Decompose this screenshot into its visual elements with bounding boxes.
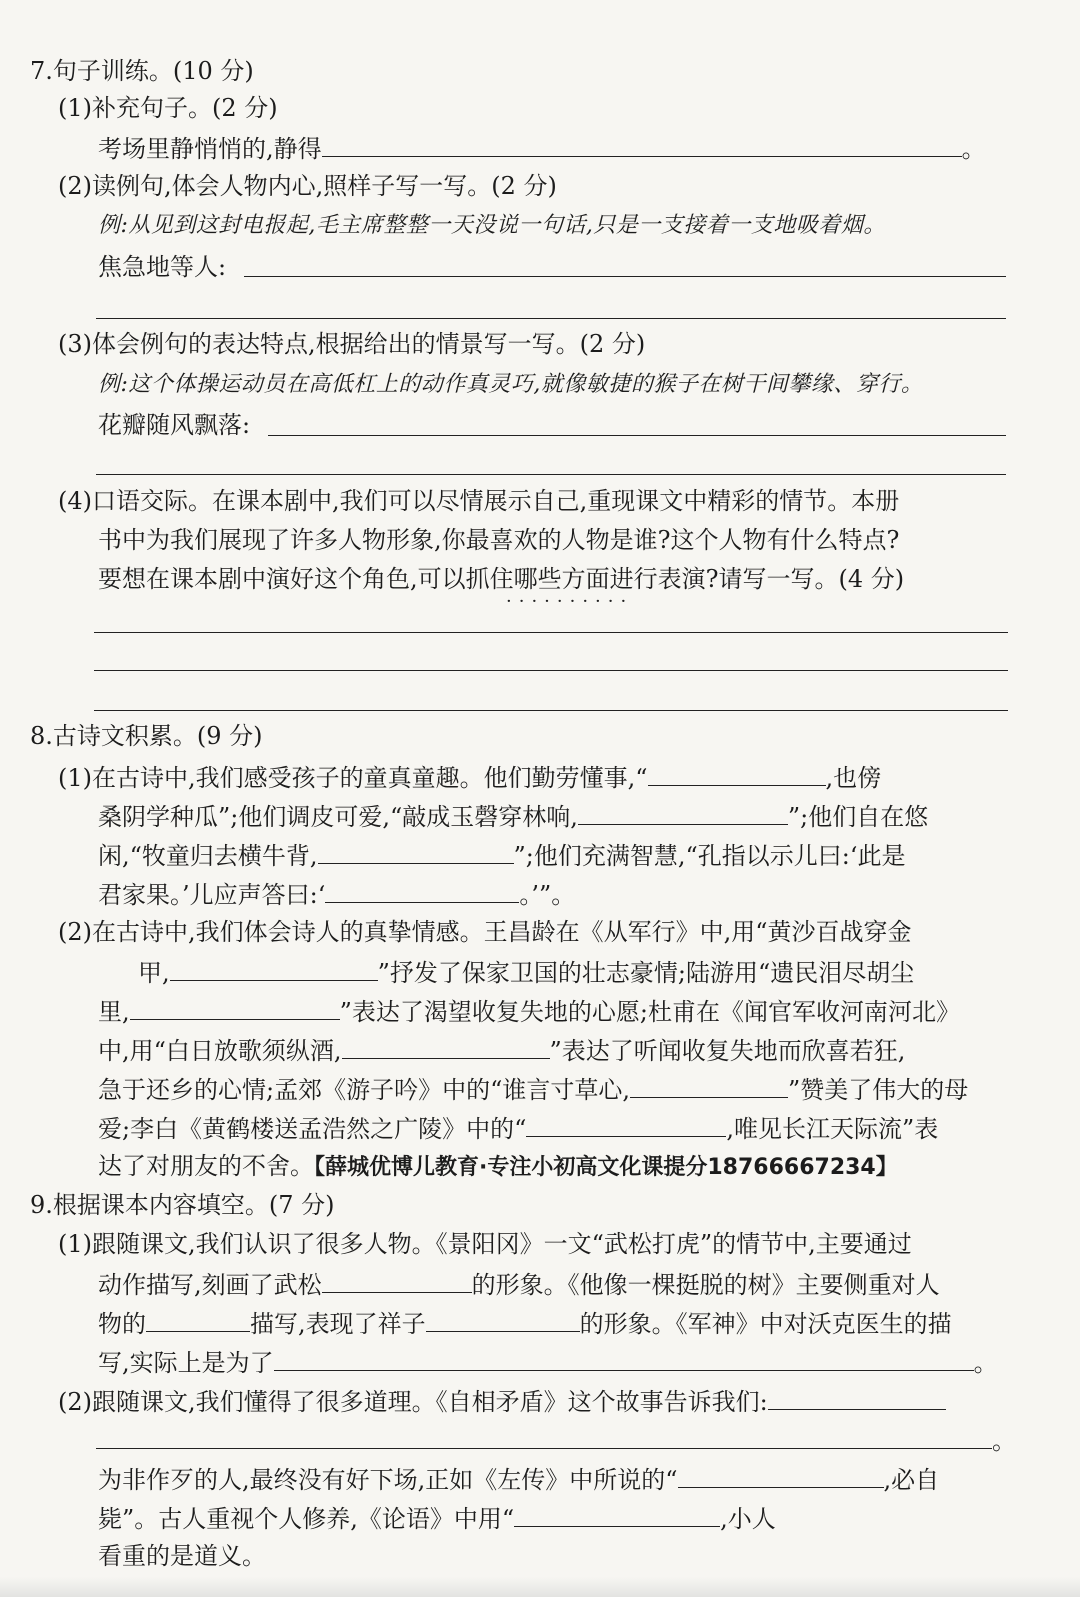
q9-2-blank-3[interactable]	[678, 1463, 884, 1488]
q9-2-line-3	[98, 1463, 939, 1493]
q7-4-line-2: 书中为我们展现了许多人物形象,你最喜欢的人物是谁?这个人物有什么特点?	[98, 526, 900, 554]
q8-2-blank-5[interactable]	[526, 1112, 726, 1137]
q9-2-text: (2)跟随课文,我们懂得了很多道理。《自相矛盾》这个故事告诉我们:	[58, 1388, 768, 1416]
q8-1-text: (1)在古诗中,我们感受孩子的童真童趣。他们勤劳懂事,“	[58, 764, 648, 792]
q7-2-example: 例:从见到这封电报起,毛主席整整一天没说一句话,只是一支接着一支地吸着烟。	[98, 213, 886, 238]
q8-1-text: 。’”。	[519, 881, 576, 909]
q8-2-line-5	[98, 1073, 968, 1103]
q7-3-answer-line-2[interactable]	[96, 474, 1006, 475]
q8-2-blank-1[interactable]	[170, 956, 378, 981]
q8-2-text: ”赞美了伟大的母	[787, 1076, 969, 1104]
q8-2-blank-4[interactable]	[630, 1073, 788, 1098]
q8-2-text: 达了对朋友的不舍。	[98, 1152, 314, 1180]
q9-2-line-4	[98, 1502, 776, 1532]
q8-1-line-1	[58, 761, 881, 791]
emphasis-dots: ··········	[506, 591, 634, 612]
q9-2-line-2	[96, 1424, 1016, 1454]
q8-2-blank-2[interactable]	[130, 995, 340, 1020]
q8-2-line-3	[98, 995, 960, 1025]
q7-4-line-3: 要想在课本剧中演好这个角色,可以抓住哪些方面进行表演?请写一写。(4 分)	[98, 565, 905, 593]
q9-2-text: 为非作歹的人,最终没有好下场,正如《左传》中所说的“	[98, 1466, 678, 1494]
q7-2-prompt: 焦急地等人:	[98, 253, 227, 281]
q9-1-text: 动作描写,刻画了武松	[98, 1271, 322, 1299]
q9-1-line-3	[98, 1307, 952, 1337]
q7-1-end: 。	[961, 135, 986, 163]
q8-1-blank-4[interactable]	[325, 878, 519, 903]
q9-1-text: 的形象。《他像一棵挺脱的树》主要侧重对人	[471, 1271, 940, 1299]
q9-2-text: ,小人	[720, 1505, 776, 1533]
q8-2-text: 急于还乡的心情;孟郊《游子吟》中的“谁言寸草心,	[98, 1076, 630, 1104]
q8-2-text: 甲,	[138, 959, 170, 987]
q8-2-line-4	[98, 1034, 905, 1064]
q9-1-line-4	[98, 1346, 998, 1376]
q8-1-line-2	[98, 800, 928, 830]
q7-4-answer-line-1[interactable]	[94, 632, 1008, 633]
q7-4-line-1: (4)口语交际。在课本剧中,我们可以尽情展示自己,重现课文中精彩的情节。本册	[58, 487, 900, 515]
q9-2-text: ,必自	[883, 1466, 940, 1494]
q9-2-text: 。	[992, 1427, 1016, 1455]
q8-1-line-4	[98, 878, 575, 908]
q8-2-line-2	[138, 956, 914, 986]
q8-2-blank-3[interactable]	[342, 1034, 550, 1059]
q7-1-blank[interactable]	[322, 132, 962, 157]
q9-2-text: 毙”。古人重视个人修养,《论语》中用“	[98, 1505, 515, 1533]
q8-2-line-1: (2)在古诗中,我们体会诗人的真挚情感。王昌龄在《从军行》中,用“黄沙百战穿金	[58, 918, 912, 946]
q7-4-answer-line-2[interactable]	[94, 670, 1008, 671]
q8-1-text: 闲,“牧童归去横牛背,	[98, 842, 318, 870]
q8-2-line-7	[98, 1151, 898, 1181]
q8-1-text: ,也傍	[825, 764, 882, 792]
q9-1-blank-3[interactable]	[426, 1307, 580, 1332]
q8-1-line-3	[98, 839, 906, 869]
q8-2-text: ”抒发了保家卫国的壮志豪情;陆游用“遗民泪尽胡尘	[377, 959, 915, 987]
q9-1-text: 。	[973, 1349, 998, 1377]
q8-1-blank-2[interactable]	[578, 800, 788, 825]
q7-3-prompt: 花瓣随风飘落:	[98, 411, 251, 439]
q7-title: 7.句子训练。(10 分)	[30, 57, 254, 85]
q9-1-line-2	[98, 1268, 940, 1298]
q8-1-text: ”;他们充满智慧,“孔指以示儿曰:‘此是	[513, 842, 906, 870]
q9-1-text: 描写,表现了祥子	[250, 1310, 426, 1338]
q7-3-example: 例:这个体操运动员在高低杠上的动作真灵巧,就像敏捷的猴子在树干间攀缘、穿行。	[98, 372, 924, 397]
q8-2-text: 爱;李白《黄鹤楼送孟浩然之广陵》中的“	[98, 1115, 527, 1143]
q7-4-answer-line-3[interactable]	[94, 710, 1008, 711]
q7-2-answer-line-2[interactable]	[96, 318, 1006, 319]
q8-2-text: 中,用“白日放歌须纵酒,	[98, 1037, 342, 1065]
q9-1-blank-2[interactable]	[146, 1307, 250, 1332]
q7-1-prompt: 考场里静悄悄的,静得	[98, 135, 322, 163]
q9-2-blank-1[interactable]	[768, 1385, 946, 1410]
q9-1-blank-4[interactable]	[274, 1346, 974, 1371]
q8-1-text: 君家果。’儿应声答曰:‘	[98, 881, 326, 909]
q8-2-text: ”表达了听闻收复失地而欣喜若狂,	[549, 1037, 906, 1065]
q7-1-label: (1)补充句子。(2 分)	[58, 94, 278, 122]
q8-1-text: ”;他们自在悠	[787, 803, 929, 831]
q8-title: 8.古诗文积累。(9 分)	[30, 722, 263, 750]
publisher-notice: 【薛城优博儿教育·专注小初高文化课提分18766667234】	[314, 1155, 898, 1180]
q9-2-line-5: 看重的是道义。	[98, 1542, 266, 1570]
page-bottom-edge	[0, 1577, 1080, 1597]
q9-1-blank-1[interactable]	[322, 1268, 472, 1293]
q7-1-prompt-line	[98, 132, 986, 162]
q9-2-blank-4[interactable]	[514, 1502, 720, 1527]
q9-1-text: 物的	[98, 1310, 146, 1338]
q7-3-label: (3)体会例句的表达特点,根据给出的情景写一写。(2 分)	[58, 330, 646, 358]
q9-1-line-1: (1)跟随课文,我们认识了很多人物。《景阳冈》一文“武松打虎”的情节中,主要通过	[58, 1230, 912, 1258]
q8-2-line-6	[98, 1112, 938, 1142]
q9-2-blank-2[interactable]	[96, 1424, 992, 1449]
q9-1-text: 写,实际上是为了	[98, 1349, 274, 1377]
q8-2-text: 里,	[98, 998, 130, 1026]
q8-1-blank-1[interactable]	[648, 761, 826, 786]
q8-2-text: ,唯见长江天际流”表	[726, 1115, 939, 1143]
q9-2-line-1	[58, 1385, 946, 1415]
q7-3-answer-line-1[interactable]	[268, 435, 1006, 436]
q8-1-text: 桑阴学种瓜”;他们调皮可爱,“敲成玉磬穿林响,	[98, 803, 578, 831]
q8-1-blank-3[interactable]	[318, 839, 514, 864]
q7-2-answer-line-1[interactable]	[244, 276, 1006, 277]
q9-title: 9.根据课本内容填空。(7 分)	[30, 1191, 335, 1219]
q8-2-text: ”表达了渴望收复失地的心愿;杜甫在《闻官军收河南河北》	[339, 998, 960, 1026]
q9-1-text: 的形象。《军神》中对沃克医生的描	[579, 1310, 952, 1338]
q7-2-label: (2)读例句,体会人物内心,照样子写一写。(2 分)	[58, 172, 557, 200]
